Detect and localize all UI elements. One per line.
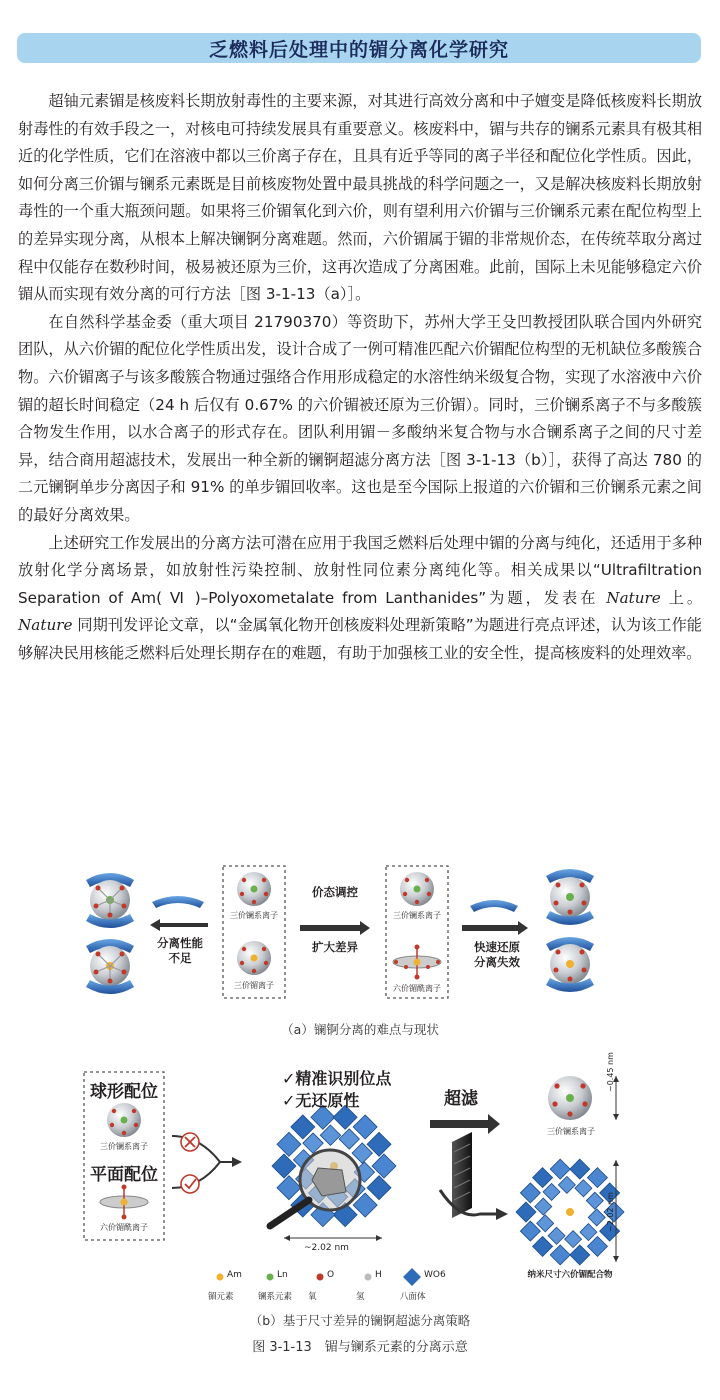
fig-b-check-1: ✓精准识别位点 xyxy=(282,1069,392,1088)
wo6-octahedron xyxy=(543,1183,560,1200)
legend-marker-0 xyxy=(217,1274,224,1281)
wo6-octahedron xyxy=(587,1168,607,1188)
paragraph-text: 超铀元素镅是核废料长期放射毒性的主要来源，对其进行高效分离和中子嬗变是降低核废料长期放射毒性的有效手段之一，对核电可持续发展具有重要意义。核废料中，镅与共存的镧系元素具有极其相近的化学性质，它们在溶液中都以三价离子存在，且具有近乎等同的离子半径和配位化学性质。因此，如何分离三价镅与镧系元素既是目前核废物处置中最具挑战的科学问题之一，又是解决核废料长期放射毒性的一个重大瓶颈问题。如果将三价镅氧化到六价，则有望利用六价镅与三价镧系元素在配位构型上的差异实现分离，从根本上解决镧锕分离难题。然而，六价镅属于镅的非常规价态，在传统萃取分离过程中仅能存在数秒时间，极易被还原为三价，这再次造成了分离困难。此前，国际上未见能够稳定六价镅从而实现有效分离的可行方法［图 3-1-13（a）］。 xyxy=(18,92,702,304)
wo6-octahedron xyxy=(550,1245,570,1265)
wo6-octahedron xyxy=(586,1192,603,1209)
journal-name: Nature xyxy=(606,588,661,607)
fig-a-mid-arrow-label-top xyxy=(298,885,372,900)
fig-b-plane-ion xyxy=(100,1185,148,1220)
paragraph-text: 上。 xyxy=(660,588,703,607)
wo6-octahedron xyxy=(537,1215,554,1232)
legend-name: 氧 xyxy=(308,1292,317,1302)
fig-a-left-label-line1: 分离性能 xyxy=(157,936,203,950)
fig-b-plane-sub: 六价镅酰离子 xyxy=(100,1223,148,1232)
fig-b-sphere-label: 球形配位 xyxy=(90,1082,158,1102)
fig-a-left-ion-top xyxy=(86,873,134,928)
wo6-octahedron xyxy=(367,1176,391,1200)
wo6-octahedron xyxy=(272,1154,296,1178)
fig-a-mid-arrow xyxy=(300,921,370,935)
fig-a-right-arrow xyxy=(462,921,528,935)
fig-b-caption: （b）基于尺寸差异的镧锕超滤分离策略 xyxy=(249,1313,471,1328)
fig-b-right-top-dim-label: ~0.45 nm xyxy=(606,1052,615,1092)
fig-a-right-cap xyxy=(470,900,518,912)
figure-caption: 图 3-1-13 镅与镧系元素的分离示意 xyxy=(252,1340,468,1355)
wo6-octahedron xyxy=(570,1159,590,1179)
fig-a-left-arrow-label xyxy=(152,936,208,966)
fig-a-right-ion-top xyxy=(546,869,594,925)
wo6-octahedron xyxy=(372,1154,396,1178)
fig-b-filter xyxy=(430,1114,508,1220)
fig-a-right-label-line2: 分离失效 xyxy=(474,955,520,969)
fig-a-box1-top-label: 三价镧系离子 xyxy=(230,911,278,920)
cross-icon xyxy=(181,1133,199,1151)
fig-b-plane-label: 平面配位 xyxy=(90,1165,158,1185)
paragraph-text: 在自然科学基金委（重大项目 21790370）等资助下，苏州大学王殳凹教授团队联合国内外研究团队，从六价镅的配位化学性质出发，设计合成了一例可精准匹配六价镅配位构型的无机缺位多酸簇合物。六价镅离子与该多酸簇合物通过强络合作用形成稳定的水溶性纳米级复合物，实现了水溶液中六价镅的超长时间稳定（24 h 后仅有 0.67% 的六价镅被还原为三价镅）。同时，三价镧系离子不与多酸簇合物发生作用，以水合离子的形式存在。团队利用镅－多酸纳米复合物与水合镧系离子之间的尺寸差异，结合商用超滤技术，发展出一种全新的镧锕超滤分离方法［图 3-1-13（b）］，获得了高达 780 的二元镧锕单步分离因子和 91% 的单步镅回收率。这也是至今国际上报道的六价镅和三价镧系元素之间的最好分离效果。 xyxy=(18,312,702,524)
fig-b-check-2: ✓无还原性 xyxy=(282,1091,360,1110)
wo6-octahedron xyxy=(520,1183,540,1203)
paragraph-text: 上述研究工作发展出的分离方法可潜在应用于我国乏燃料后处理中镅的分离与纯化，还适用于多种放射化学分离场景，如放射性污染控制、放射性同位素分离纯化等。相关成果以“Ultrafiltration Separation of Am( Ⅵ )–Polyoxometalate from Lanthanides”为题，发表在 xyxy=(18,533,702,607)
fig-a-left-ion-bottom xyxy=(86,939,134,994)
am-center-atom xyxy=(566,1208,574,1216)
wo6-octahedron xyxy=(533,1236,553,1256)
wo6-octahedron xyxy=(277,1132,301,1156)
wo6-octahedron xyxy=(353,1115,377,1139)
fig-a-box2-ion-top xyxy=(400,872,434,906)
fig-a-mid-arrow-label-bottom xyxy=(298,940,372,955)
fig-a-box2-amyl-ion xyxy=(393,945,441,980)
fig-a-left-label-line2: 不足 xyxy=(168,951,192,965)
wo6-octahedron xyxy=(535,1198,552,1215)
legend-symbol: Ln xyxy=(277,1270,288,1280)
legend-name: 镅元素 xyxy=(208,1292,234,1302)
fig-b-sphere-sub: 三价镧系离子 xyxy=(100,1142,148,1151)
fig-a-right-label-line1: 快速还原 xyxy=(474,940,520,954)
check-icon xyxy=(181,1175,199,1193)
fig-a-box2-bottom-label: 六价镅酰离子 xyxy=(393,984,441,993)
paragraph-text: 同期刊发评论文章，以“金属氧化物开创核废料处理新策略”为题进行亮点评述，认为该工作能够解决民用核能乏燃料后处理长期存在的难题，有助于加强核工业的安全性，提高核废料的处理效率。 xyxy=(18,616,702,662)
wo6-octahedron xyxy=(570,1245,590,1265)
wo6-octahedron xyxy=(339,1129,359,1149)
legend-marker-1 xyxy=(267,1274,274,1281)
wo6-octahedron xyxy=(565,1231,582,1248)
legend-name: 八面体 xyxy=(400,1292,426,1302)
wo6-octahedron xyxy=(548,1227,565,1244)
fig-b-right-ln-ion xyxy=(548,1076,592,1120)
journal-name: Nature xyxy=(18,616,73,635)
legend-marker-4 xyxy=(403,1268,421,1286)
fig-b-center-dim-label: ~2.02 nm xyxy=(304,1243,349,1253)
fig-b-center-dim xyxy=(284,1235,382,1241)
legend-name: 镧系元素 xyxy=(258,1292,293,1302)
legend-symbol: Am xyxy=(227,1270,242,1280)
legend-symbol: O xyxy=(327,1270,335,1280)
fig-b-right-top-label: 三价镧系离子 xyxy=(547,1127,595,1136)
page-title: 乏燃料后处理中的镅分离化学研究 xyxy=(208,38,509,61)
fig-a-mid-label-line1: 价态调控 xyxy=(312,885,358,899)
fig-b-filter-label: 超滤 xyxy=(444,1089,478,1109)
fig-a-box1-bottom-label: 三价镅离子 xyxy=(234,981,274,990)
wo6-octahedron xyxy=(580,1224,597,1241)
fig-a-box2-top-label: 三价镧系离子 xyxy=(393,911,441,920)
wo6-octahedron xyxy=(588,1209,605,1226)
fig-b-right-bottom-dim-label: ~2.02 nm xyxy=(606,1192,615,1232)
legend-marker-3 xyxy=(365,1274,372,1281)
wo6-octahedron xyxy=(550,1159,570,1179)
wo6-octahedron xyxy=(533,1168,553,1188)
wo6-octahedron xyxy=(587,1236,607,1256)
fig-a-right-arrow-label xyxy=(466,940,528,970)
fig-a-left-arrow xyxy=(150,896,208,931)
fig-a-box1-ion-top xyxy=(237,872,271,906)
wo6-octahedron xyxy=(558,1176,575,1193)
fig-b-right-bottom-label: 纳米尺寸六价镅配合物 xyxy=(527,1270,613,1280)
wo6-octahedron xyxy=(516,1202,536,1222)
legend-symbol: H xyxy=(375,1270,382,1280)
fig-a-mid-label-line2: 扩大差异 xyxy=(312,940,358,954)
fig-b-legend xyxy=(217,1268,422,1286)
legend-symbol: WO6 xyxy=(424,1270,446,1280)
fig-b-sphere-ion xyxy=(107,1103,141,1137)
wo6-octahedron xyxy=(575,1180,592,1197)
legend-marker-2 xyxy=(317,1274,324,1281)
fig-a-right-ion-bottom xyxy=(546,937,594,992)
fig-a-box1-ion-bottom xyxy=(237,941,271,975)
fig-a-caption: （a）镧锕分离的难点与现状 xyxy=(281,1022,439,1037)
legend-name: 氢 xyxy=(356,1292,365,1302)
